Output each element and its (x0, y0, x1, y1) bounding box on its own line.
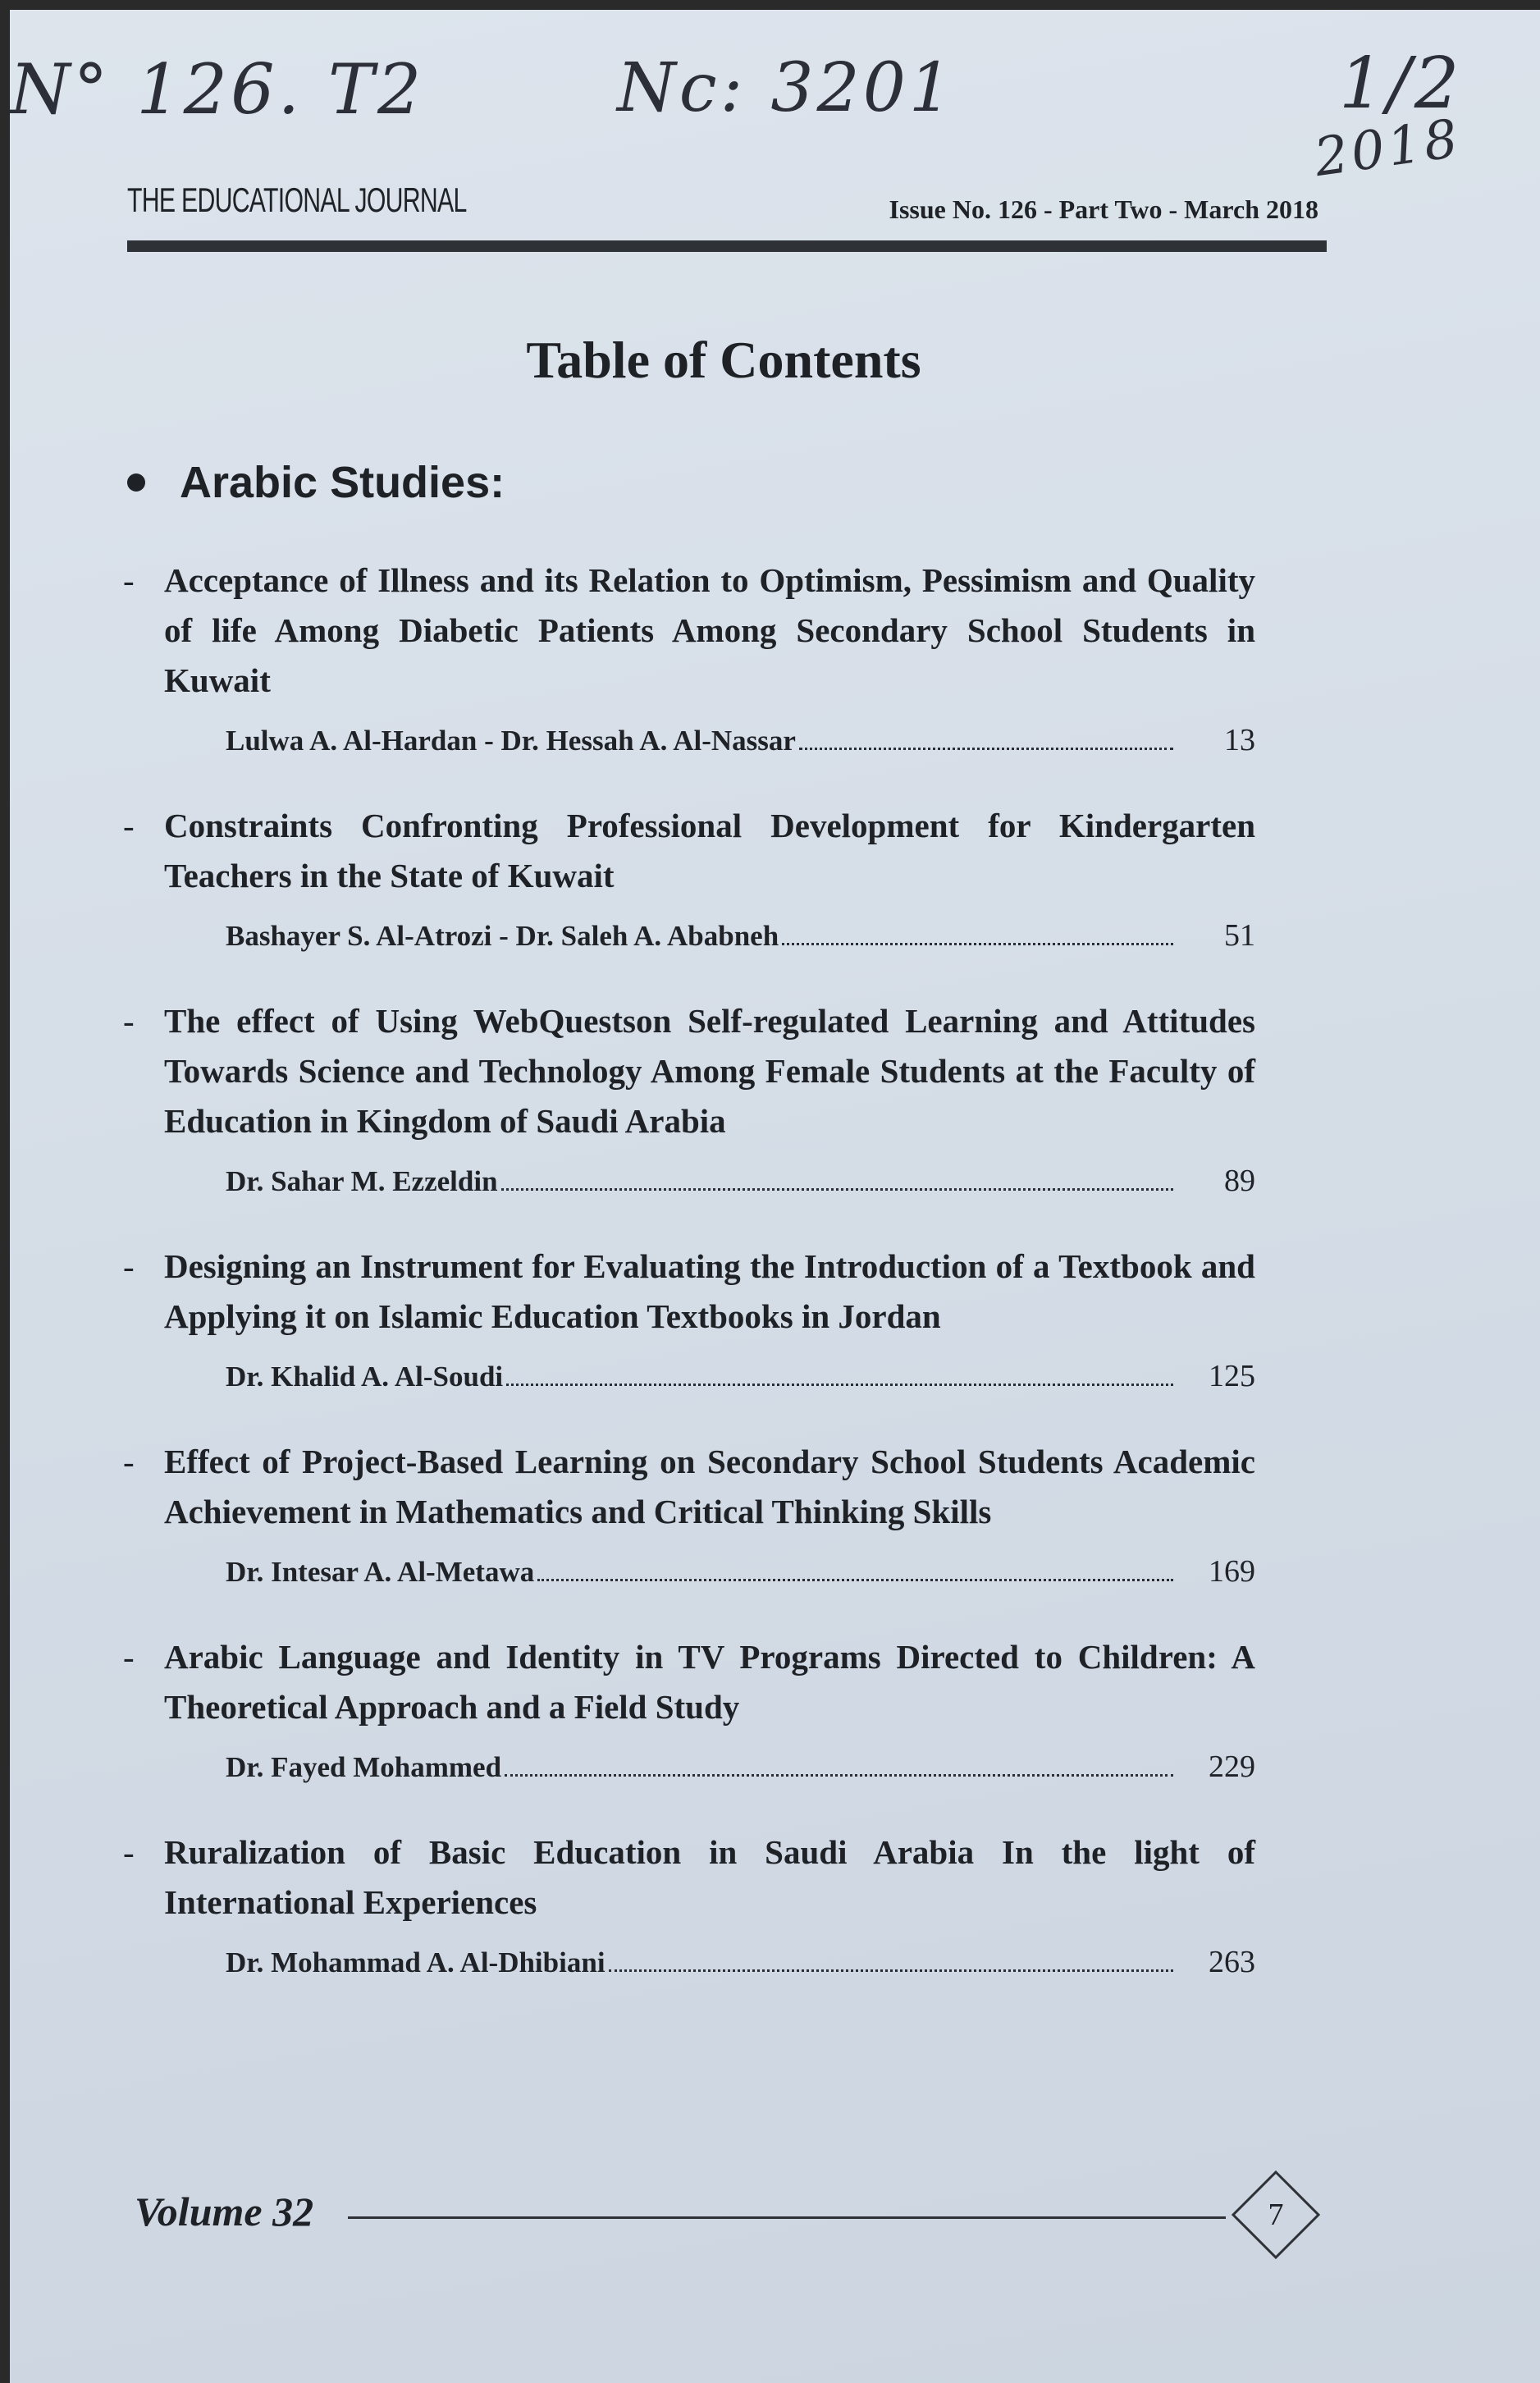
entry-title: Constraints Confronting Professional Development for Kindergarten Teachers in the State of Kuwait (164, 807, 1255, 894)
entry-page-number: 125 (1209, 1359, 1255, 1393)
entry-title: Arabic Language and Identity in TV Programs Directed to Children: A Theoretical Approach and a Field Study (164, 1638, 1255, 1726)
handwritten-note-year: 2018 (1310, 107, 1465, 190)
dash-icon: - (123, 1002, 135, 1040)
entry-authors: Dr. Mohammad A. Al-Dhibiani (226, 1946, 605, 1978)
journal-name: THE EDUCATIONAL JOURNAL (127, 181, 467, 219)
section-heading (127, 457, 505, 508)
handwritten-note-issue: 1/2 (1339, 43, 1463, 125)
dot-leader (609, 1969, 1173, 1972)
dot-leader (799, 748, 1173, 750)
entry-authors: Dr. Sahar M. Ezzeldin (226, 1165, 498, 1197)
entry-author-row (123, 1553, 1255, 1589)
dash-icon: - (123, 1443, 135, 1480)
header-rule (127, 240, 1327, 252)
entry-author-row (123, 1944, 1255, 1980)
dash-icon: - (123, 1247, 135, 1285)
page-number: 7 (1268, 2198, 1284, 2232)
page-title: Table of Contents (526, 331, 921, 389)
dot-leader (537, 1579, 1173, 1581)
entry-authors: Dr. Intesar A. Al-Metawa (226, 1556, 535, 1588)
dot-leader (782, 943, 1173, 945)
entry-page-number: 263 (1209, 1945, 1255, 1979)
entry-title: Designing an Instrument for Evaluating the Introduction of a Textbook and Applying it on Islamic Education Textbooks in Jordan (164, 1247, 1255, 1335)
entry-title: Effect of Project-Based Learning on Secondary School Students Academic Achievement in Mathematics and Critical Thinking Skills (164, 1443, 1255, 1530)
dash-icon: - (123, 807, 135, 844)
bullet-icon (127, 473, 145, 492)
toc-entry (123, 801, 1255, 954)
entry-author-row (123, 1358, 1255, 1394)
section-heading-label: Arabic Studies: (180, 458, 505, 507)
entry-page-number: 229 (1209, 1750, 1255, 1784)
toc-entry (123, 996, 1255, 1199)
entry-page-number: 13 (1224, 723, 1255, 757)
entry-title: The effect of Using WebQuestson Self-regulated Learning and Attitudes Towards Science and Technology Among Female Students at the Faculty of Education in Kingdom of Saudi Arabia (164, 1002, 1255, 1140)
toc-entry (123, 1632, 1255, 1785)
entry-authors: Bashayer S. Al-Atrozi - Dr. Saleh A. Ababneh (226, 920, 779, 952)
entry-authors: Lulwa A. Al-Hardan - Dr. Hessah A. Al-Nassar (226, 725, 796, 757)
dot-leader (501, 1188, 1173, 1191)
handwritten-note-code: Nc: 3201 (617, 49, 956, 127)
toc-entry (123, 1242, 1255, 1394)
entry-page-number: 51 (1224, 918, 1255, 953)
entry-author-row (123, 1749, 1255, 1785)
dash-icon: - (123, 1833, 135, 1871)
entry-page-number: 89 (1224, 1164, 1255, 1198)
toc-entry (123, 1437, 1255, 1589)
dot-leader (505, 1774, 1173, 1777)
entry-author-row (123, 1163, 1255, 1199)
dash-icon: - (123, 561, 135, 599)
handwritten-note-number: N° 126. T2 (10, 49, 425, 130)
footer-rule (348, 2216, 1226, 2219)
entry-title: Acceptance of Illness and its Relation to Optimism, Pessimism and Quality of life Among Diabetic Patients Among Secondary School Students in Kuwait (164, 561, 1255, 699)
entry-authors: Dr. Khalid A. Al-Soudi (226, 1361, 504, 1393)
dot-leader (506, 1384, 1173, 1386)
dash-icon: - (123, 1638, 135, 1676)
issue-info: Issue No. 126 - Part Two - March 2018 (889, 194, 1318, 224)
toc-entries (123, 556, 1255, 2023)
entry-author-row (123, 917, 1255, 954)
document-page (10, 10, 1540, 2383)
entry-author-row (123, 722, 1255, 758)
toc-entry (123, 1827, 1255, 1980)
entry-title: Ruralization of Basic Education in Saudi Arabia In the light of International Experiences (164, 1833, 1255, 1921)
entry-page-number: 169 (1209, 1554, 1255, 1589)
volume-label: Volume 32 (135, 2189, 314, 2234)
entry-authors: Dr. Fayed Mohammed (226, 1751, 502, 1783)
toc-entry (123, 556, 1255, 758)
